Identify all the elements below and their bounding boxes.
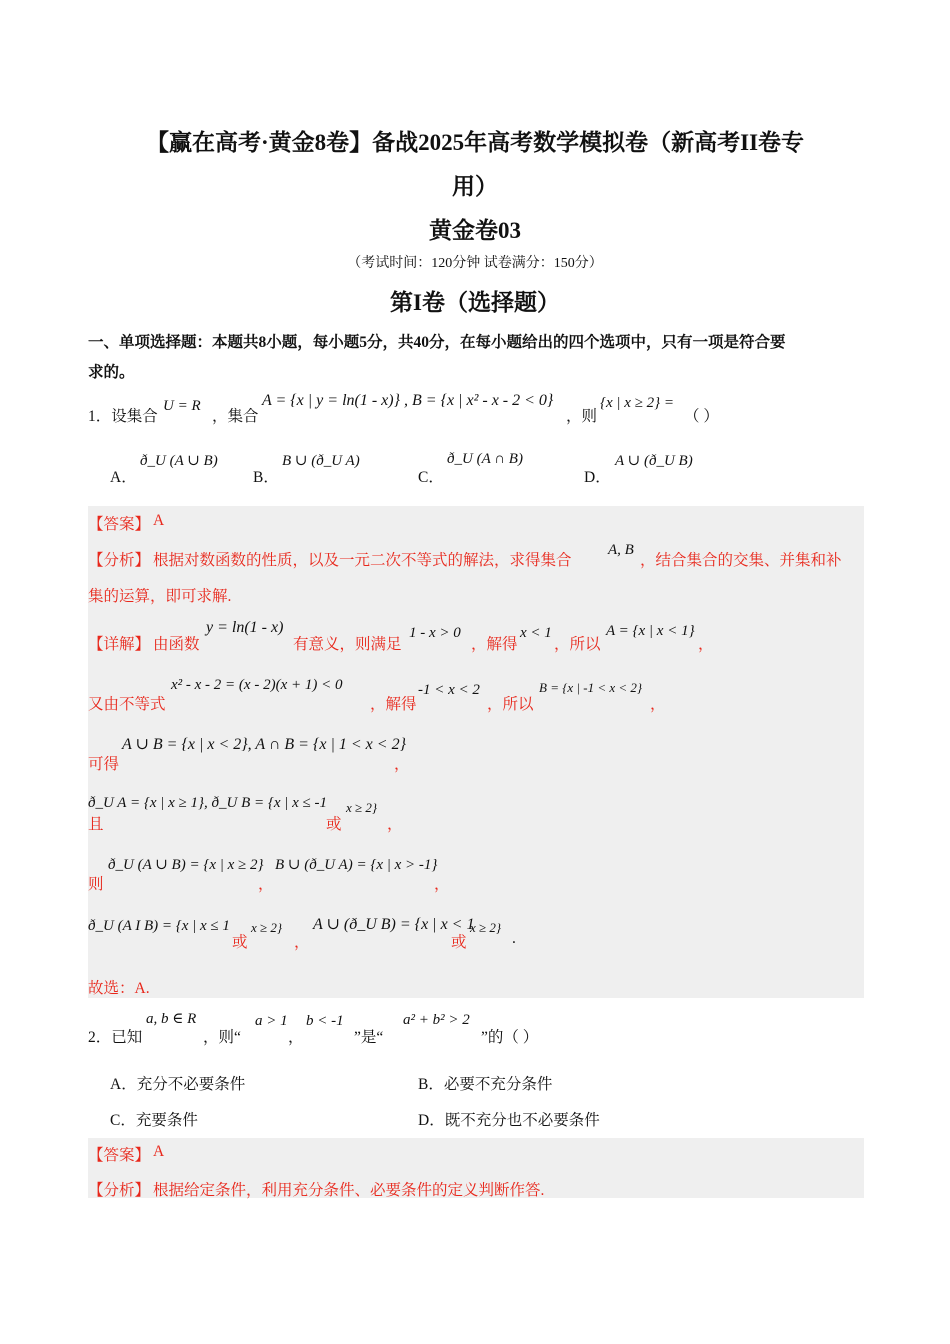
q1-d5-a: 则 (88, 876, 104, 893)
q1-option-b-label: B． (253, 469, 279, 486)
q2-stem-a: 2．已知 (88, 1029, 143, 1046)
q1-d6-m2: x ≥ 2} (251, 920, 283, 935)
title-line-1: 【赢在高考·黄金8卷】备战2025年高考数学模拟卷（新高考II卷专 (145, 130, 805, 155)
q1-answer-tag: 【答案】 (88, 516, 151, 533)
q1-d1-a: 由函数 (153, 636, 200, 653)
q2-m4: a² + b² > 2 (403, 1012, 470, 1028)
q1-detail-tag: 【详解】 (88, 636, 151, 653)
section-heading: 一、单项选择题：本题共8小题，每小题5分，共40分，在每小题给出的四个选项中，只有一项是符合要 (88, 334, 786, 351)
q1-answer: A (153, 512, 165, 529)
q1-d2-m1: x² - x - 2 = (x - 2)(x + 1) < 0 (171, 677, 343, 693)
q1-math-set: {x | x ≥ 2} = (600, 395, 675, 411)
q2-stem-b: ，则“ (203, 1029, 241, 1046)
q1-d5-c: ， (434, 876, 450, 893)
q1-option-c: ð_U (A ∩ B) (447, 451, 523, 467)
q1-option-a-label: A． (110, 469, 137, 486)
q1-d1-d: ，所以 (554, 636, 601, 653)
q1-option-a: ð_U (A ∪ B) (140, 453, 218, 469)
q1-d4-m2: x ≥ 2} (346, 800, 378, 815)
q2-option-c: C．充要条件 (110, 1112, 198, 1129)
q2-option-d: D．既不充分也不必要条件 (418, 1112, 600, 1129)
q1-d2-b: ，解得 (370, 696, 417, 713)
q2-option-b: B．必要不充分条件 (418, 1076, 553, 1093)
q1-d1-m4: A = {x | x < 1} (606, 623, 695, 639)
q1-d1-c: ，解得 (471, 636, 518, 653)
q1-d4-m1: ð_U A = {x | x ≥ 1}, ð_U B = {x | x ≤ -1 (88, 795, 328, 811)
q1-d2-d: ， (650, 696, 666, 713)
q2-stem-e: ”的（ ） (481, 1029, 539, 1046)
q1-conclusion: 故选：A. (88, 980, 150, 997)
q1-option-d-label: D． (584, 469, 611, 486)
q2-stem-d: ”是“ (354, 1029, 384, 1046)
q1-d6-or1: 或 (232, 934, 248, 951)
q1-option-b: B ∪ (ð_U A) (282, 453, 360, 469)
q1-d4-a: 且 (88, 816, 104, 833)
q2-m1: a, b ∈ R (146, 1011, 197, 1027)
q1-analysis-math: A, B (608, 542, 634, 558)
q1-d1-b: 有意义，则满足 (293, 636, 402, 653)
q1-d6-b: . (512, 930, 516, 947)
exam-info: （考试时间：120分钟 试卷满分：150分） (347, 256, 603, 271)
q1-stem-b: ，集合 (212, 408, 259, 425)
q1-stem-a: 1．设集合 (88, 408, 158, 425)
part-title: 第I卷（选择题） (390, 290, 560, 315)
q1-d3-m: A ∪ B = {x | x < 2}, A ∩ B = {x | 1 < x < 2} (122, 736, 406, 753)
subtitle: 黄金卷03 (429, 218, 521, 243)
q1-d1-m1: y = ln(1 - x) (206, 619, 284, 636)
q1-d5-m1: ð_U (A ∪ B) = {x | x ≥ 2} (108, 857, 264, 873)
q1-d6-or2: 或 (451, 934, 467, 951)
q1-d5-b: ， (258, 876, 274, 893)
q2-analysis-tag: 【分析】 (88, 1182, 151, 1199)
q2-m2: a > 1 (255, 1013, 288, 1029)
q1-analysis-a: 根据对数函数的性质，以及一元二次不等式的解法，求得集合 (153, 552, 572, 569)
q1-analysis-tag: 【分析】 (88, 552, 151, 569)
q1-d4-or: 或 (326, 816, 342, 833)
title-line-2: 用） (452, 174, 498, 199)
q1-d2-m2: -1 < x < 2 (418, 682, 480, 698)
q1-math-ab: A = {x | y = ln(1 - x)} , B = {x | x² - x - 2 < 0} (262, 392, 554, 409)
q1-stem-c: ，则 (566, 408, 598, 425)
q2-option-a: A．充分不必要条件 (110, 1076, 246, 1093)
q1-d3-a: 可得 (88, 756, 120, 773)
q1-paren: （ ） (684, 408, 719, 425)
q1-d3-b: ， (394, 756, 410, 773)
q1-d6-m4: x ≥ 2} (470, 920, 502, 935)
q2-m3: b < -1 (306, 1013, 344, 1029)
q2-analysis: 根据给定条件，利用充分条件、必要条件的定义判断作答. (153, 1182, 545, 1199)
q1-option-d: A ∪ (ð_U B) (615, 453, 693, 469)
q1-d1-e: ， (698, 636, 714, 653)
q1-d6-m3: A ∪ (ð_U B) = {x | x < 1 (313, 916, 475, 933)
q1-d6-a: ， (294, 934, 310, 951)
q1-d2-a: 又由不等式 (88, 696, 166, 713)
q1-d2-c: ，所以 (487, 696, 534, 713)
q1-option-c-label: C． (418, 469, 444, 486)
q1-d1-m2: 1 - x > 0 (409, 625, 461, 641)
q1-d5-m2: B ∪ (ð_U A) = {x | x > -1} (275, 857, 438, 873)
q2-stem-c: ， (288, 1029, 304, 1046)
q1-math-u: U = R (163, 398, 201, 414)
q1-analysis-line2: 集的运算，即可求解. (88, 588, 232, 605)
q1-d6-m1: ð_U (A I B) = {x | x ≤ 1 (88, 918, 230, 934)
q2-answer-tag: 【答案】 (88, 1147, 151, 1164)
q1-d2-m3: B = {x | -1 < x < 2} (539, 680, 643, 695)
section-heading-cont: 求的。 (88, 364, 135, 381)
q2-answer: A (153, 1143, 165, 1160)
q1-d4-b: ， (387, 816, 403, 833)
q1-d1-m3: x < 1 (520, 625, 552, 641)
q1-analysis-b: ，结合集合的交集、并集和补 (640, 552, 842, 569)
